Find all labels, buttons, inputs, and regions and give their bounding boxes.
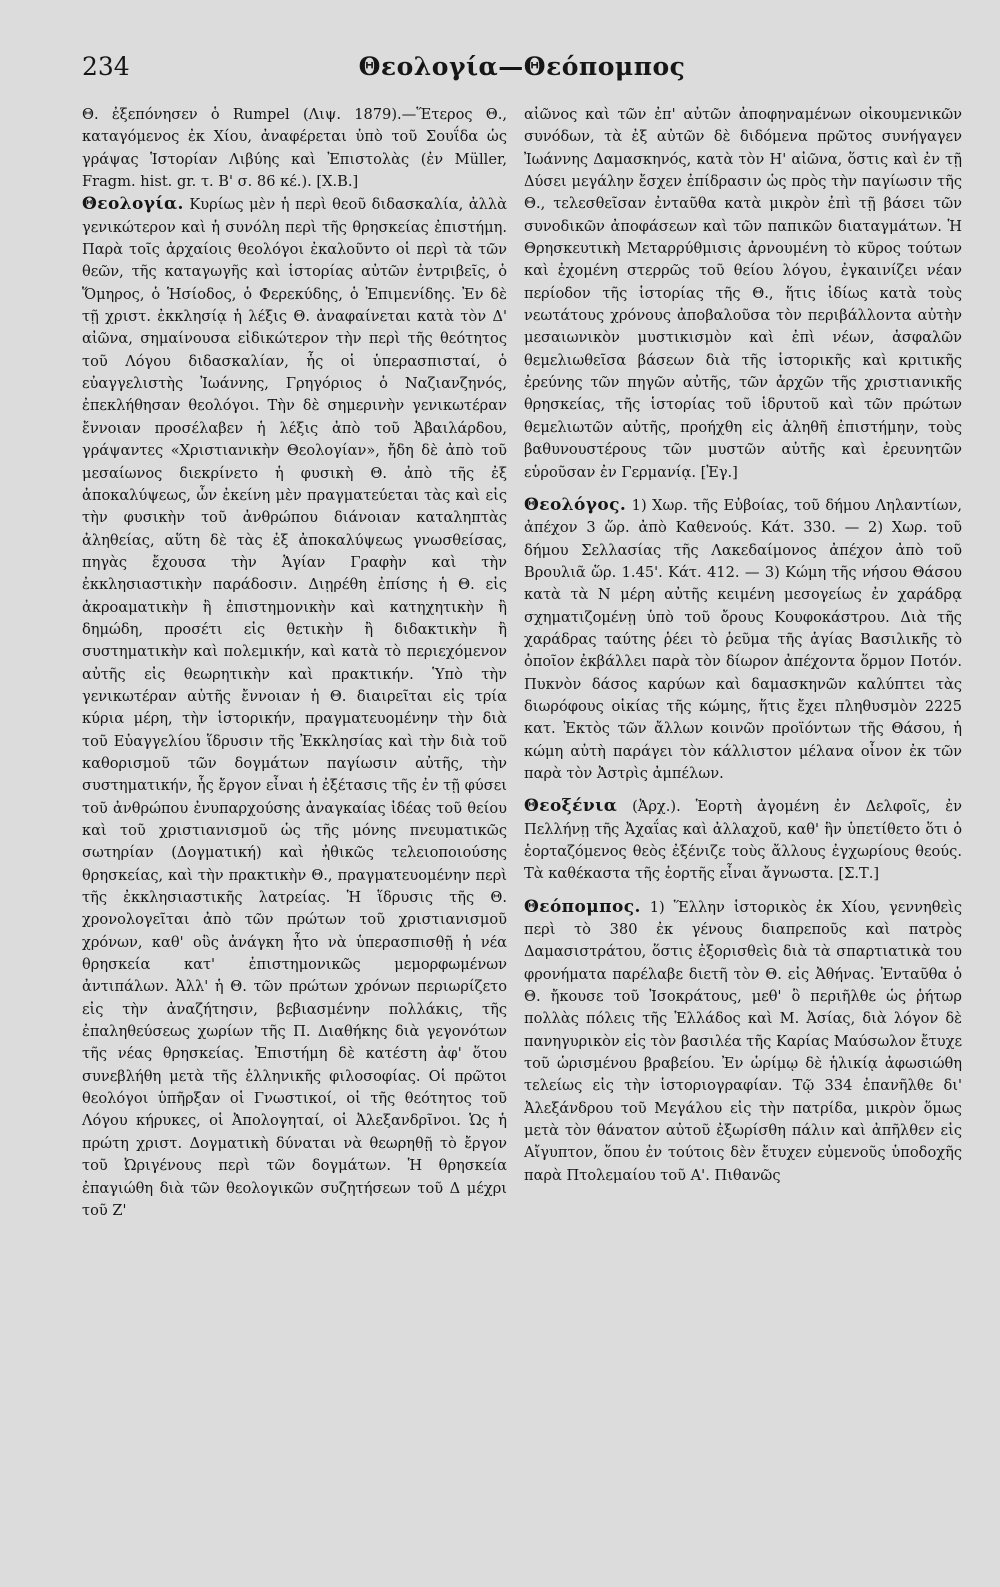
entry-continuation <box>524 104 962 484</box>
paragraph-text: αἰῶνος καὶ τῶν ἐπ' αὐτῶν ἀποφηναμένων οἰκουμενικῶν συνόδων, τὰ ἐξ αὐτῶν δὲ διδόμενα πρῶτος συνήγαγεν Ἰωάννης Δαμασκηνός, κατὰ τὸν Η' αἰῶνα, ὅστις καὶ ἐν τῇ Δύσει μεγάλην ἔσχεν ἐπίδρασιν ὡς πρὸς τὴν παγίωσιν τῆς Θ., τελεσθεῖσαν ἐνταῦθα κατὰ μικρὸν ἐπὶ τῇ βάσει τῶν συνοδικῶν ἀποφάσεων καὶ τῶν παπικῶν διαταγμάτων. Ἡ Θρησκευτικὴ Μεταρρύθμισις ἀρνουμένη τὸ κῦρος τούτων καὶ ἐχομένη στερρῶς τοῦ θείου λόγου, ἐγκαινίζει νέαν περίοδον τῆς ἱστορίας τῆς Θ., ἥτις ἰδίως κατὰ τοὺς νεωτάτους χρόνους ἀποβαλοῦσα τὸν περιβάλλοντα αὐτὴν μεσαιωνικὸν μυστικισμὸν καὶ ἐπὶ νέων, ἀσφαλῶν θεμελιωθεῖσα βάσεων διὰ τῆς ἱστορικῆς καὶ κριτικῆς ἐρεύνης τῶν πηγῶν αὐτῆς, τῶν ἀρχῶν τῆς χριστιανικῆς θρησκείας, τῆς ἱστορίας τοῦ ἱδρυτοῦ καὶ τῶν πρώτων θεμελιωτῶν αὐτῆς, προήχθη εἰς ἀληθῆ ἐπιστήμην, τοὺς βαθυνουστέρους τῶν μυστῶν αὐτῆς καὶ ἐρευνητῶν εὑροῦσαν ἐν Γερμανίᾳ. [Ἐγ.] <box>524 106 962 481</box>
paragraph-text: Κυρίως μὲν ἡ περὶ θεοῦ διδασκαλία, ἀλλὰ γενικώτερον καὶ ἡ συνόλη περὶ τῆς θρησκείας ἐπιστήμη. Παρὰ τοῖς ἀρχαίοις θεολόγοι ἐκαλοῦντο οἱ περὶ τὰ τῶν θεῶν, τῆς καταγωγῆς καὶ ἱστορίας αὐτῶν ἐντριβεῖς, ὁ Ὅμηρος, ὁ Ἡσίοδος, ὁ Φερεκύδης, ὁ Ἐπιμενίδης. Ἐν δὲ τῇ χριστ. ἐκκλησίᾳ ἡ λέξις Θ. ἀναφαίνεται κατὰ τὸν Δ' αἰῶνα, σημαίνουσα εἰδικώτερον τὴν περὶ τῆς θεότητος τοῦ Λόγου διδασκαλίαν, ἧς οἱ ὑπερασπισταί, ὁ εὐαγγελιστὴς Ἰωάννης, Γρηγόριος ὁ Ναζιανζηνός, ἐπεκλήθησαν θεολόγοι. Τὴν δὲ σημερινὴν γενικωτέραν ἔννοιαν προσέλαβεν ἡ λέξις ἀπὸ τοῦ Ἀβαιλάρδου, γράψαντες «Χριστιανικὴν Θεολογίαν», ἤδη δὲ ἀπὸ τοῦ μεσαίωνος διεκρίνετο ἡ φυσικὴ Θ. ἀπὸ τῆς ἐξ ἀποκαλύψεως, ὧν ἐκείνη μὲν πραγματεύεται τὰς καὶ εἰς τὴν φυσικὴν τοῦ ἀνθρώπου διάνοιαν καταληπτὰς ἀληθείας, αὕτη δὲ τὰς ἐξ ἀποκαλύψεως γνωσθείσας, πηγὰς ἔχουσα τὴν Ἁγίαν Γραφὴν καὶ τὴν ἐκκλησιαστικὴν παράδοσιν. Διῃρέθη ἐπίσης ἡ Θ. εἰς ἀκροαματικὴν ἢ ἐπιστημονικὴν καὶ κατηχητικὴν ἢ δημώδη, προσέτι εἰς θετικὴν ἢ διδακτικὴν ἢ συστηματικὴν καὶ πολεμικήν, καὶ κατὰ τὸ περιεχόμενον αὐτῆς εἰς θεωρητικὴν καὶ πρακτικήν. Ὑπὸ τὴν γενικωτέραν αὐτῆς ἔννοιαν ἡ Θ. διαιρεῖται εἰς τρία κύρια μέρη, τὴν ἱστορικήν, πραγματευομένην τὴν διὰ τοῦ Εὐαγγελίου ἵδρυσιν τῆς Ἐκκλησίας καὶ τὴν διὰ τοῦ καθορισμοῦ τῶν δογμάτων παγίωσιν αὐτῆς, τὴν συστηματικήν, ἧς ἔργον εἶναι ἡ ἐξέτασις τῆς ἐν τῇ φύσει τοῦ ἀνθρώπου ἐνυπαρχούσης ἀναγκαίας ἰδέας τοῦ θείου καὶ τοῦ χριστιανισμοῦ ὡς τῆς μόνης πνευματικῶς σωτηρίαν (Δογματική) καὶ ἠθικῶς τελειοποιούσης θρησκείας, καὶ τὴν πρακτικὴν Θ., πραγματευομένην περὶ τῆς ἐκκλησιαστικῆς λατρείας. Ἡ ἵδρυσις τῆς Θ. χρονολογεῖται ἀπὸ τῶν πρώτων τοῦ χριστιανισμοῦ χρόνων, καθ' οὓς ἀνάγκη ἦτο νὰ ὑπερασπισθῇ ἡ νέα θρησκεία κατ' ἐπιστημονικῶς μεμορφωμένων ἀντιπάλων. Ἀλλ' ἡ Θ. τῶν πρώτων χρόνων περιωρίζετο εἰς τὴν ἀναζήτησιν, βεβιασμένην πολλάκις, τῆς ἐπαληθεύσεως χωρίων τῆς Π. Διαθήκης διὰ γεγονότων τῆς νέας θρησκείας. Ἐπιστήμη δὲ κατέστη ἀφ' ὅτου συνεβλήθη μετὰ τῆς ἑλληνικῆς φιλοσοφίας. Οἱ πρῶτοι θεολόγοι ὑπῆρξαν οἱ Γνωστικοί, οἱ τῆς θεότητος τοῦ Λόγου κήρυκες, οἱ Ἀπολογηταί, οἱ Ἀλεξανδρῖνοι. Ὡς ἡ πρώτη χριστ. Δογματικὴ δύναται νὰ θεωρηθῇ τὸ ἔργον τοῦ Ὠριγένους περὶ τῶν δογμάτων. Ἡ θρησκεία ἐπαγιώθη διὰ τῶν θεολογικῶν συζητήσεων τοῦ Δ μέχρι τοῦ Ζ' <box>82 196 507 1219</box>
paragraph-text: 1) Ἕλλην ἱστορικὸς ἐκ Χίου, γεννηθεὶς περὶ τὸ 380 ἐκ γένους διαπρεποῦς καὶ πατρὸς Δαμασιστράτου, ὅστις ἐξορισθεὶς διὰ τὰ σπαρτιατικὰ του φρονήματα παρέλαβε διετῆ τὸν Θ. εἰς Ἀθήνας. Ἐνταῦθα ὁ Θ. ἤκουσε τοῦ Ἰσοκράτους, μεθ' ὃ περιῆλθε ὡς ῥήτωρ πολλὰς πόλεις τῆς Ἑλλάδος καὶ Μ. Ἀσίας, διὰ λόγον δὲ πανηγυρικὸν εἰς τὸν βασιλέα τῆς Καρίας Μαύσωλον ἔτυχε τοῦ ὡρισμένου βραβείου. Ἐν ὡρίμῳ δὲ ἡλικίᾳ ἀφωσιώθη τελείως εἰς τὴν ἱστοριογραφίαν. Τῷ 334 ἐπανῆλθε δι' Ἀλεξάνδρου τοῦ Μεγάλου εἰς τὴν πατρίδα, μικρὸν ὅμως μετὰ τὸν θάνατον αὐτοῦ ἐξωρίσθη πάλιν καὶ ἀπῆλθεν εἰς Αἴγυπτον, ὅπου ἐν τούτοις δὲν ἔτυχεν εὐμενοῦς ὑποδοχῆς παρὰ Πτολεμαίου τοῦ Α'. Πιθανῶς <box>524 898 963 1184</box>
entry-continuation <box>82 104 507 193</box>
paragraph-text: 1) Χωρ. τῆς Εὐβοίας, τοῦ δήμου Ληλαντίων, ἀπέχον 3 ὥρ. ἀπὸ Καθενούς. Κάτ. 330. — 2) Χωρ. τοῦ δήμου Σελλασίας τῆς Λακεδαίμονος ἀπέχον ἀπὸ τοῦ Βρουλιᾶ ὥρ. 1.45'. Κάτ. 412. — 3) Κώμη τῆς νήσου Θάσου κατὰ τὰ Ν μέρη αὐτῆς κειμένη μεσογείως ἐν χαράδρᾳ σχηματιζομένῃ ὑπὸ τοῦ ὄρους Κουφοκάστρου. Διὰ τῆς χαράδρας ταύτης ῥέει τὸ ῥεῦμα τῆς ἁγίας Βασιλικῆς τὸ ὁποῖον ἐκβάλλει παρὰ τὸν δίωρον ἀπέχοντα ὅρμον Ποτόν. Πυκνὸν δάσος καρύων καὶ δαμασκηνῶν καλύπτει τὰς διωρόφους οἰκίας τῆς κώμης, ἥτις ἔχει πληθυσμὸν 2225 κατ. Ἐκτὸς τῶν ἄλλων κοινῶν προϊόντων τῆς Θάσου, ἡ κώμη αὐτὴ παράγει τὸν κάλλιστον μέλανα οἶνον ἐκ τῶν παρὰ τὸν Ἀστρὶς ἀμπέλων. <box>524 496 962 782</box>
lemma-heading: Θεοξένια <box>524 796 618 817</box>
entry-theoxenia <box>524 795 962 885</box>
entry-theologos <box>524 494 962 785</box>
lemma-heading: Θεόπομπος. <box>524 896 641 917</box>
left-column <box>82 104 507 1222</box>
lemma-heading: Θεολογία. <box>82 194 184 215</box>
page-number: 234 <box>82 52 130 81</box>
entry-theologia <box>82 193 507 1222</box>
text-columns <box>82 104 962 1222</box>
page-header <box>82 52 962 98</box>
entry-theopompos <box>524 896 962 1187</box>
running-head: Θεολογία—Θεόπομπος <box>358 52 686 81</box>
paragraph-text: Θ. ἐξεπόνησεν ὁ Rumpel (Λιψ. 1879).—Ἕτερος Θ., καταγόμενος ἐκ Χίου, ἀναφέρεται ὑπὸ τοῦ Σουΐδα ὡς γράψας Ἱστορίαν Λιβύης καὶ Ἐπιστολὰς (ἐν Müller, Fragm. hist. gr. τ. Β' σ. 86 κέ.). [Χ.Β.] <box>82 106 507 191</box>
lemma-heading: Θεολόγος. <box>524 494 627 515</box>
right-column <box>524 104 962 1222</box>
paragraph-text: (Ἀρχ.). Ἑορτὴ ἀγομένη ἐν Δελφοῖς, ἐν Πελλήνῃ τῆς Ἀχαΐας καὶ ἀλλαχοῦ, καθ' ἣν ὑπετίθετο ὅτι ὁ ἑορταζόμενος θεὸς ἐξένιζε τοὺς ἄλλους ἐγχωρίους θεούς. Τὰ καθέκαστα τῆς ἑορτῆς εἶναι ἄγνωστα. [Σ.Τ.] <box>524 798 962 883</box>
